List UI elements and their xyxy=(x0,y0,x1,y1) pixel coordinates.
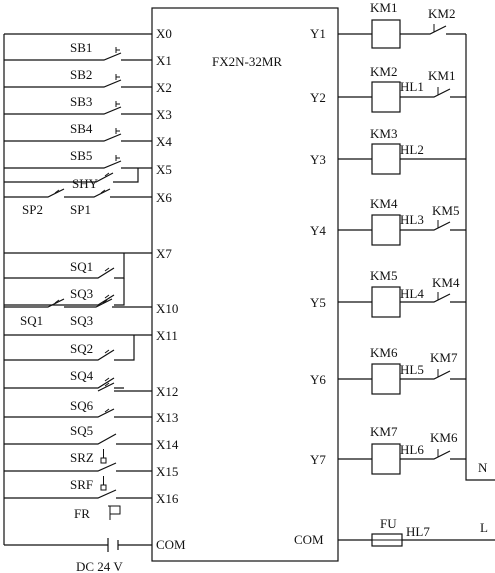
label-sp2: SP2 xyxy=(22,202,43,217)
switch-sq6 xyxy=(98,383,152,391)
coil-km6 xyxy=(372,364,400,394)
input-terminal-x7: X7 xyxy=(156,246,172,261)
label-line: L xyxy=(480,520,488,535)
label-sb5: SB5 xyxy=(70,148,93,163)
input-terminal-x2: X2 xyxy=(156,80,172,95)
label-sb3: SB3 xyxy=(70,94,93,109)
label-km1-contact-y2: KM1 xyxy=(428,68,456,83)
label-sp1: SP1 xyxy=(70,202,91,217)
plc-model-label: FX2N-32MR xyxy=(212,54,283,69)
coil-km2 xyxy=(372,82,400,112)
input-terminal-x5: X5 xyxy=(156,162,172,177)
label-sq1-x10: SQ1 xyxy=(20,313,44,328)
label-hl5: HL5 xyxy=(400,362,424,377)
label-km7-contact-y6: KM7 xyxy=(430,350,458,365)
output-terminal-y3: Y3 xyxy=(310,152,326,167)
label-hl7: HL7 xyxy=(406,524,430,539)
label-km4-coil: KM4 xyxy=(370,196,398,211)
input-terminal-x12: X12 xyxy=(156,384,179,399)
output-y1-circuit xyxy=(338,20,466,48)
label-sb4: SB4 xyxy=(70,121,93,136)
label-hl1: HL1 xyxy=(400,79,424,94)
label-hl4: HL4 xyxy=(400,286,424,301)
output-terminal-y2: Y2 xyxy=(310,90,326,105)
label-srf: SRF xyxy=(70,477,94,492)
label-sb1: SB1 xyxy=(70,40,93,55)
output-terminal-y5: Y5 xyxy=(310,295,326,310)
label-fu: FU xyxy=(380,516,397,531)
label-sq2-x11: SQ2 xyxy=(70,341,94,356)
label-hl2: HL2 xyxy=(400,142,424,157)
label-dc24v: DC 24 V xyxy=(76,559,123,573)
label-sq3-x7: SQ3 xyxy=(70,286,94,301)
output-terminal-y6: Y6 xyxy=(310,372,326,387)
label-km6-contact-y7: KM6 xyxy=(430,430,458,445)
input-terminal-x3: X3 xyxy=(156,107,172,122)
coil-km7 xyxy=(372,444,400,474)
label-km3-coil: KM3 xyxy=(370,126,398,141)
label-km7-coil: KM7 xyxy=(370,424,398,439)
label-hl6: HL6 xyxy=(400,442,424,457)
input-terminal-x15: X15 xyxy=(156,464,179,479)
dc-source xyxy=(4,538,152,552)
label-km5-contact-y4: KM5 xyxy=(432,203,460,218)
input-terminal-x11: X11 xyxy=(156,328,178,343)
label-hl3: HL3 xyxy=(400,212,424,227)
label-km5-coil: KM5 xyxy=(370,268,398,283)
label-sq1-x7: SQ1 xyxy=(70,259,94,274)
label-km1-coil: KM1 xyxy=(370,0,398,15)
coil-km1 xyxy=(372,20,400,48)
label-km6-coil: KM6 xyxy=(370,345,398,360)
coil-km3 xyxy=(372,144,400,174)
output-terminal-y4: Y4 xyxy=(310,223,326,238)
label-neutral: N xyxy=(478,460,488,475)
input-terminal-x1: X1 xyxy=(156,53,172,68)
label-srz: SRZ xyxy=(70,450,94,465)
output-terminal-y7: Y7 xyxy=(310,452,326,467)
input-terminal-x13: X13 xyxy=(156,410,179,425)
switch-shy xyxy=(4,168,138,182)
input-terminal-x6: X6 xyxy=(156,190,172,205)
coil-km5 xyxy=(372,287,400,317)
label-sb2: SB2 xyxy=(70,67,93,82)
label-sq4-x11: SQ4 xyxy=(70,368,94,383)
label-fr: FR xyxy=(74,506,90,521)
label-sq3-x10: SQ3 xyxy=(70,313,94,328)
input-terminal-x4: X4 xyxy=(156,134,172,149)
label-sq5: SQ5 xyxy=(70,423,94,438)
neutral-rail xyxy=(466,34,495,480)
coil-km4 xyxy=(372,215,400,245)
input-terminal-x0: X0 xyxy=(156,26,172,41)
label-km4-contact-y5: KM4 xyxy=(432,275,460,290)
label-km2-contact-y1: KM2 xyxy=(428,6,456,21)
input-terminal-com: COM xyxy=(156,537,186,552)
input-terminal-x16: X16 xyxy=(156,491,179,506)
output-terminal-y1: Y1 xyxy=(310,26,326,41)
label-sq6: SQ6 xyxy=(70,398,94,413)
label-shy: SHY xyxy=(72,176,99,191)
input-terminal-x14: X14 xyxy=(156,437,179,452)
label-km2-coil: KM2 xyxy=(370,64,398,79)
output-terminal-com: COM xyxy=(294,532,324,547)
input-terminal-x10: X10 xyxy=(156,301,179,316)
